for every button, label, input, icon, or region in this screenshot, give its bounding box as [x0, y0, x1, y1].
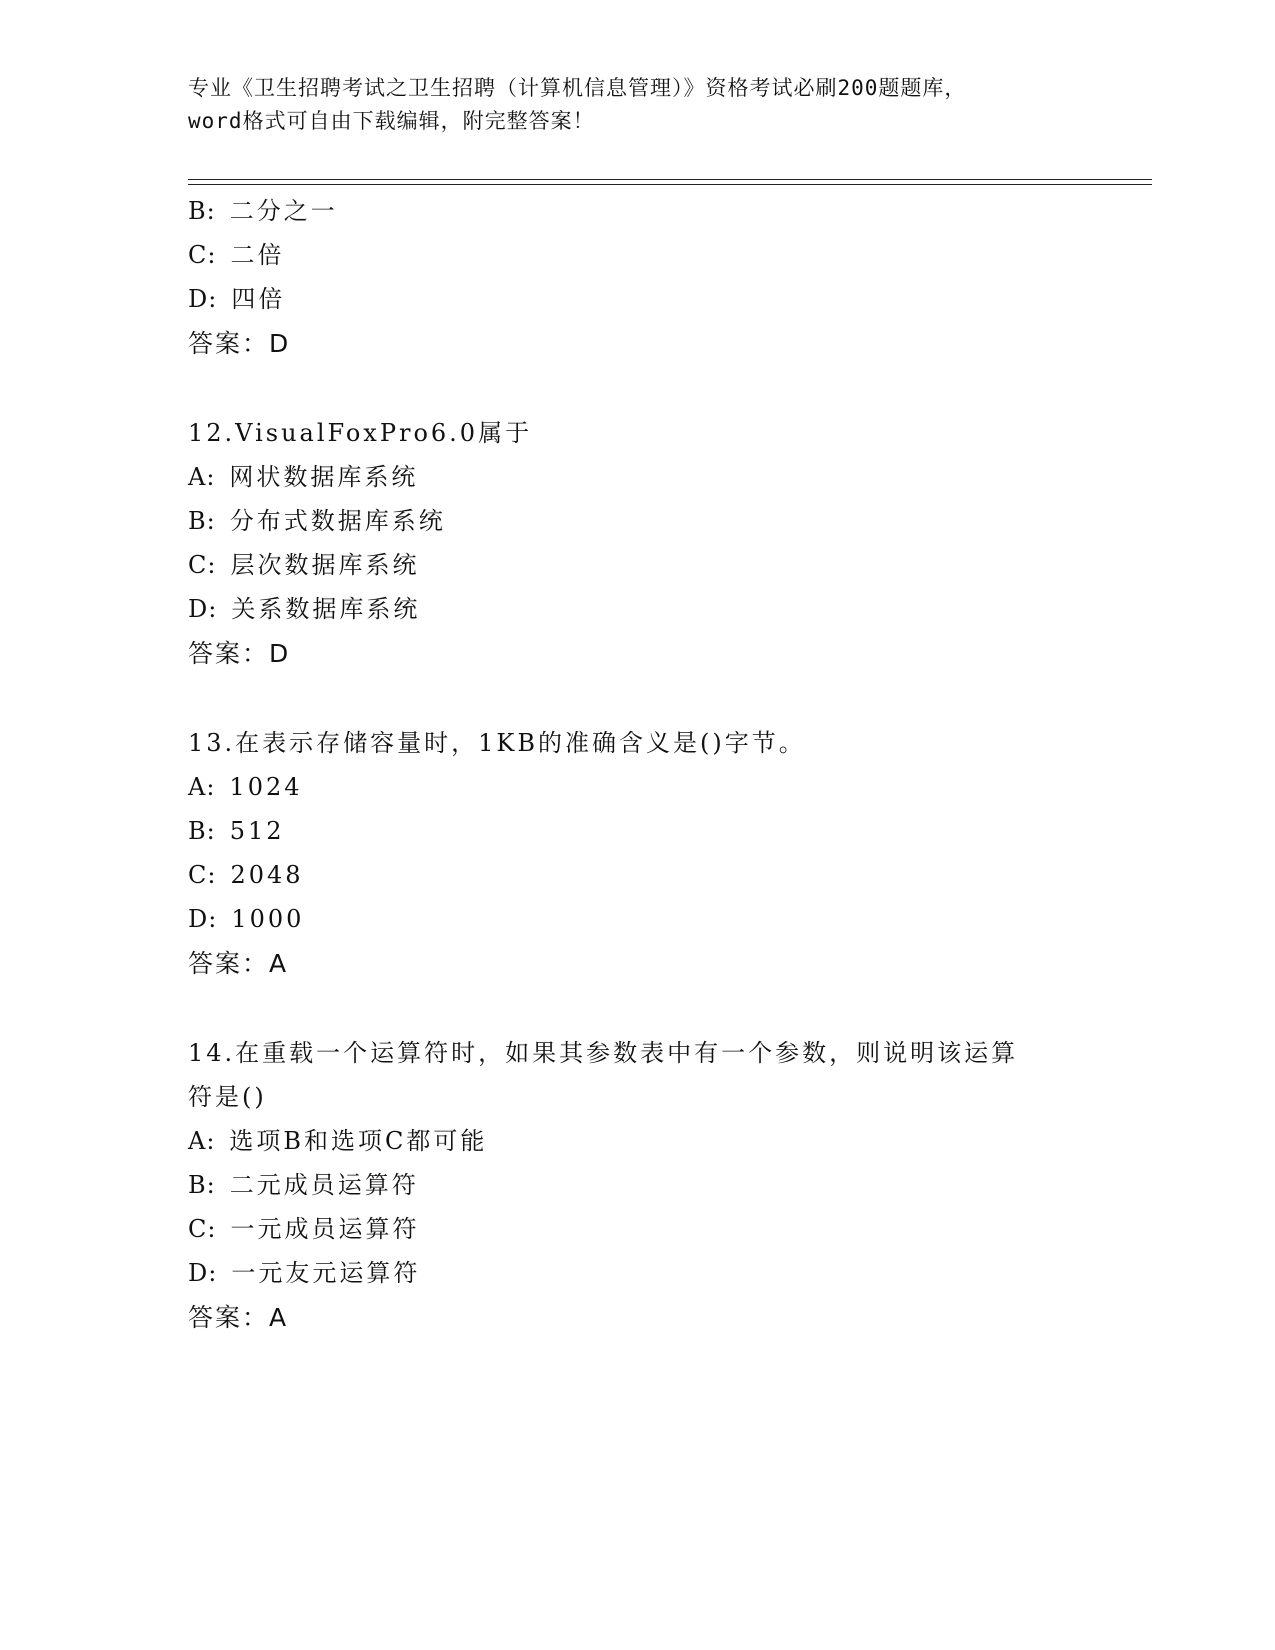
option-text: 四倍: [231, 285, 286, 313]
option-label: B:: [188, 197, 216, 225]
option-text: 一元成员运算符: [230, 1215, 420, 1243]
option-label: B:: [188, 1171, 216, 1199]
header-divider-top: [188, 179, 1152, 180]
option-text: 1024: [229, 773, 303, 801]
option-text: 分布式数据库系统: [229, 507, 446, 535]
document-header: [188, 72, 1088, 138]
option-text: 1000: [231, 905, 305, 933]
q13-option-a: [188, 772, 303, 802]
q11-option-b: [188, 196, 338, 226]
option-label: C:: [188, 1215, 217, 1243]
option-text: 512: [229, 817, 285, 845]
option-label: D:: [188, 1259, 218, 1287]
option-text: 网状数据库系统: [229, 463, 419, 491]
option-label: D:: [188, 595, 218, 623]
option-text: 选项B和选项C都可能: [229, 1127, 488, 1155]
q13-answer: 答案：A: [188, 949, 289, 978]
option-label: A:: [188, 1127, 216, 1155]
option-text: 二元成员运算符: [229, 1171, 419, 1199]
q13-option-b: [188, 816, 285, 846]
option-label: D:: [188, 905, 218, 933]
option-text: 二倍: [230, 241, 285, 269]
option-label: B:: [188, 507, 216, 535]
header-title-line-2: word格式可自由下载编辑，附完整答案！: [188, 109, 595, 133]
q12-answer: 答案：D: [188, 639, 291, 668]
option-text: 关系数据库系统: [231, 595, 421, 623]
q12-option-b: [188, 506, 446, 536]
q14-option-c: [188, 1214, 419, 1244]
option-text: 一元友元运算符: [231, 1259, 421, 1287]
q12-option-d: [188, 594, 420, 624]
header-title-line-1: 专业《卫生招聘考试之卫生招聘（计算机信息管理）》资格考试必刷200题题库，: [188, 76, 967, 100]
option-text: 二分之一: [229, 197, 338, 225]
option-label: C:: [188, 551, 217, 579]
q13-question: 13.在表示存储容量时，1KB的准确含义是()字节。: [188, 729, 806, 757]
option-text: 层次数据库系统: [230, 551, 420, 579]
q12-question: 12.VisualFoxPro6.0属于: [188, 419, 533, 447]
option-label: D:: [188, 285, 218, 313]
q14-option-a: [188, 1126, 487, 1156]
q13-option-d: [188, 904, 304, 934]
q11-option-c: [188, 240, 284, 270]
q14-option-d: [188, 1258, 420, 1288]
header-divider-bottom: [188, 184, 1152, 185]
option-label: A:: [188, 773, 216, 801]
q11-answer: 答案：D: [188, 329, 291, 358]
q13-option-c: [188, 860, 304, 890]
q12-option-c: [188, 550, 419, 580]
q11-option-d: [188, 284, 285, 314]
q14-answer: 答案：A: [188, 1303, 289, 1332]
option-label: B:: [188, 817, 216, 845]
option-label: C:: [188, 241, 217, 269]
option-label: A:: [188, 463, 216, 491]
option-text: 2048: [230, 861, 304, 889]
option-label: C:: [188, 861, 217, 889]
q14-question-line-2: 符是(): [188, 1083, 267, 1111]
q14-question-line-1: 14.在重载一个运算符时，如果其参数表中有一个参数，则说明该运算: [188, 1039, 1019, 1067]
q12-option-a: [188, 462, 418, 492]
q14-option-b: [188, 1170, 419, 1200]
